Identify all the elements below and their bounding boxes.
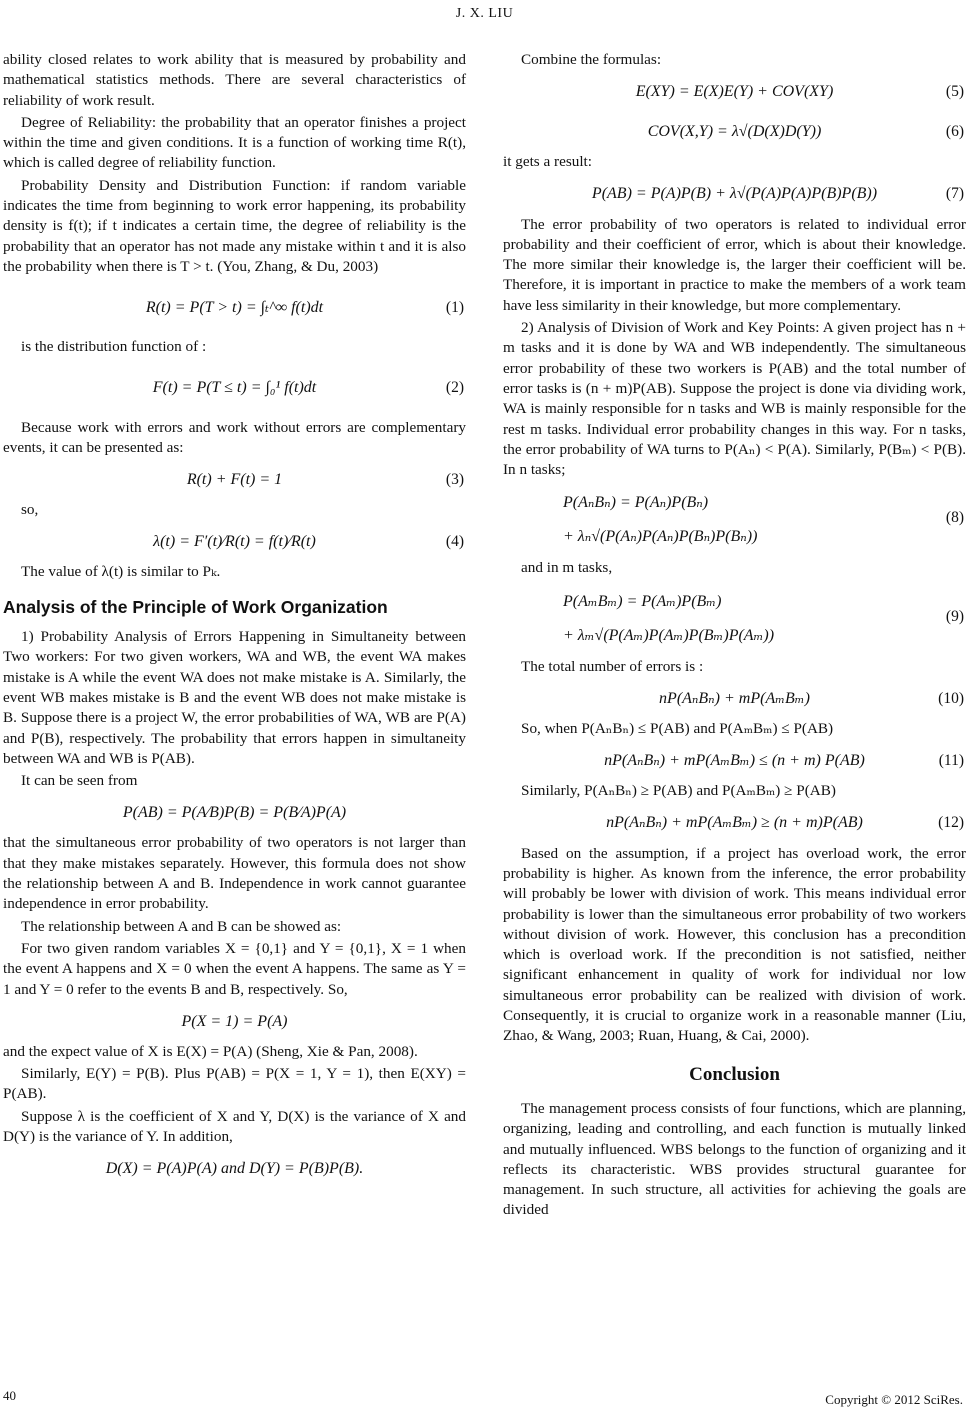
paragraph: and the expect value of X is E(X) = P(A) (Sheng, Xie & Pan, 2008).: [3, 1042, 418, 1060]
equation-9: [503, 581, 966, 657]
copyright-notice: Copyright © 2012 SciRes.: [825, 1392, 963, 1407]
paragraph: Because work with errors and work without errors are complementary events, it can be presented as:: [3, 418, 466, 456]
equation-number: (12): [938, 814, 964, 832]
equation-4: [3, 522, 466, 562]
paragraph: Suppose λ is the coefficient of X and Y, D(X) is the variance of X and D(Y) is the variance of Y. In addition,: [3, 1107, 466, 1145]
equation-3: [3, 460, 466, 500]
paragraph: Similarly, E(Y) = P(B). Plus P(AB) = P(X = 1, Y = 1), then E(XY) = P(AB).: [3, 1065, 466, 1103]
paragraph: and in m tasks,: [521, 559, 613, 577]
equation-7: [503, 175, 966, 215]
equation-body: P(AB) = P(A⁄B)P(B) = P(B⁄A)P(A): [122, 804, 347, 822]
paragraph: so,: [21, 501, 39, 519]
paragraph: is the distribution function of :: [21, 338, 207, 356]
equation-line: + λₘ√(P(Aₘ)P(Aₘ)P(Bₘ)P(Aₘ)): [563, 626, 775, 644]
running-head: J. X. LIU: [455, 6, 514, 21]
paragraph: 1) Probability Analysis of Errors Happening in Simultaneity between Two workers: For two given workers, WA and WB, the event WA makes mistake is A while the event WA does not make mistake is A. Similarly, the event WB makes mistake is B and the event WB does not make mistake is B. Suppose there is a project W, the error probabilities of WA, WB are P(A) and P(B), respectively. The probability that errors happen in simultaneity between WA and WB is P(AB).: [3, 628, 466, 767]
equation-body: D(X) = P(A)P(A) and D(Y) = P(B)P(B).: [105, 1160, 364, 1178]
equation-body: nP(AₙBₙ) + mP(AₘBₘ) ≤ (n + m) P(AB): [604, 752, 865, 770]
equation-body: P(AB) = P(A)P(B) + λ√(P(A)P(A)P(B)P(B)): [591, 185, 878, 203]
equation-body: P(X = 1) = P(A): [181, 1012, 288, 1030]
equation-number: (3): [445, 471, 464, 488]
section-heading: Conclusion: [689, 1063, 780, 1085]
paragraph: Similarly, P(AₙBₙ) ≥ P(AB) and P(AₘBₘ) ≥ P(AB): [521, 782, 836, 800]
section-heading: Analysis of the Principle of Work Organization: [3, 596, 388, 617]
equation-body: nP(AₙBₙ) + mP(AₘBₘ) ≥ (n + m)P(AB): [606, 814, 863, 832]
paragraph: The error probability of two operators is related to individual error probability and their coefficient of error, which is about their knowledge. The more similar their knowledge is, the larger their coefficient will be. Therefore, it is important in practice to make the members of a work team have less similarity in their knowledge, but more complementary.: [503, 215, 966, 314]
right-column: [503, 50, 966, 1223]
paragraph: Combine the formulas:: [521, 51, 662, 68]
equation-6: [503, 112, 966, 152]
equation-number: (7): [945, 185, 964, 203]
equation-number: (2): [445, 379, 464, 397]
equation-body: E(XY) = E(X)E(Y) + COV(XY): [635, 83, 834, 101]
equation-bayes: [3, 793, 466, 833]
paragraph: Probability Density and Distribution Function: if random variable indicates the time from beginning to work error happening, its probability density is f(t); if t indicates a certain time, the degree of reliability is the probability that an operator has not made any mistake within t and it is also the probability when there is T > t. (You, Zhang, & Du, 2003): [3, 176, 466, 275]
paragraph: The total number of errors is :: [521, 657, 704, 675]
paragraph: that the simultaneous error probability of two operators is not larger than that they make mistakes separately. However, this formula does not show the relationship between A and B. Independence in work cannot guarantee independence in error probability.: [3, 834, 466, 913]
paragraph: So, when P(AₙBₙ) ≤ P(AB) and P(AₘBₘ) ≤ P(AB): [521, 720, 834, 738]
equation-1: [3, 279, 466, 337]
paragraph: The value of λ(t) is similar to Pₖ.: [21, 563, 221, 581]
equation-number: (10): [938, 689, 964, 707]
equation-10: [503, 679, 966, 719]
paragraph: it gets a result:: [503, 153, 592, 171]
equation-line: + λₙ√(P(Aₙ)P(Aₙ)P(Bₙ)P(Bₙ)): [563, 528, 758, 546]
equation-2: [3, 360, 466, 418]
paragraph: Degree of Reliability: the probability that an operator finishes a project within the time and given conditions. It is a function of working time R(t), which is called degree of reliability function.: [3, 113, 466, 172]
paragraph: 2) Analysis of Division of Work and Key Points: A given project has n + m tasks and it is done by WA and WB independently. The simultaneous error probability of these two workers is P(AB) and the total number of error tasks is (n + m)P(AB). Suppose the project is done via dividing work, WA is mainly responsible for n tasks and WB is mainly responsible for the rest m tasks. Individual error probability changes in this way. For n tasks, the error probability of WA turns to P(Aₙ) < P(A). Similarly, P(Bₘ) < P(B). In n tasks;: [503, 319, 966, 479]
equation-body: nP(AₙBₙ) + mP(AₘBₘ): [659, 689, 810, 707]
equation-number: (9): [945, 607, 964, 625]
equation-variance: [3, 1149, 466, 1189]
equation-line: P(AₙBₙ) = P(Aₙ)P(Bₙ): [563, 494, 709, 512]
paragraph: The relationship between A and B can be showed as:: [21, 917, 342, 935]
equation-body: COV(X,Y) = λ√(D(X)D(Y)): [647, 123, 822, 141]
equation-line: P(AₘBₘ) = P(Aₘ)P(Bₘ): [563, 592, 722, 610]
equation-11: [503, 741, 966, 781]
paragraph: For two given random variables X = {0,1} and Y = {0,1}, X = 1 when the event A happens and X = 0 when the event A happens. The same as Y = 1 and Y = 0 refer to the events B and B, respectively. So,: [3, 939, 466, 998]
equation-number: (6): [945, 123, 964, 141]
equation-5: [503, 72, 966, 112]
equation-body: λ(t) = F′(t)⁄R(t) = f(t)⁄R(t): [153, 533, 316, 551]
equation-number: (1): [445, 299, 464, 317]
paragraph: The management process consists of four functions, which are planning, organizing, leading and controlling, and each function is mutually linked and mutually influenced. WBS belongs to the function of organizing and it reflects its characteristic. WBS provides structural guarantee for management. In such structure, all activities for achieving the goals are divided: [503, 1099, 966, 1219]
equation-8: [503, 482, 966, 558]
left-column: [3, 50, 466, 1189]
equation-number: (8): [945, 509, 964, 527]
equation-number: (11): [938, 752, 964, 770]
equation-body: R(t) = P(T > t) = ∫ₜ^∞ f(t)dt: [145, 299, 324, 317]
paragraph: It can be seen from: [21, 772, 138, 790]
page-number: 40: [3, 1388, 16, 1403]
paragraph: Based on the assumption, if a project has overload work, the error probability is higher. As known from the inference, the error probability will probably be lower with division of work. This means individual error probability is lower than the simultaneous error probability of two workers without division of work. However, this conclusion has a precondition which is overload work. If the precondition is not satisfied, neither significant enhancement in quality of work for individual nor low simultaneous error probability can be realized with division of work. Consequently, it is crucial to organize work in a reasonable manner (Liu, Zhao, & Wang, 2003; Ruan, Huang, & Cai, 2000).: [503, 844, 966, 1045]
equation-px: [3, 1002, 466, 1042]
paragraph: ability closed relates to work ability that is measured by probability and mathematical statistics methods. There are several characteristics of reliability of work result.: [3, 51, 466, 109]
equation-number: (4): [445, 533, 464, 551]
equation-body: R(t) + F(t) = 1: [186, 471, 283, 488]
equation-number: (5): [945, 83, 964, 101]
equation-12: [503, 804, 966, 844]
equation-body: F(t) = P(T ≤ t) = ∫₀¹ f(t)dt: [152, 379, 317, 397]
